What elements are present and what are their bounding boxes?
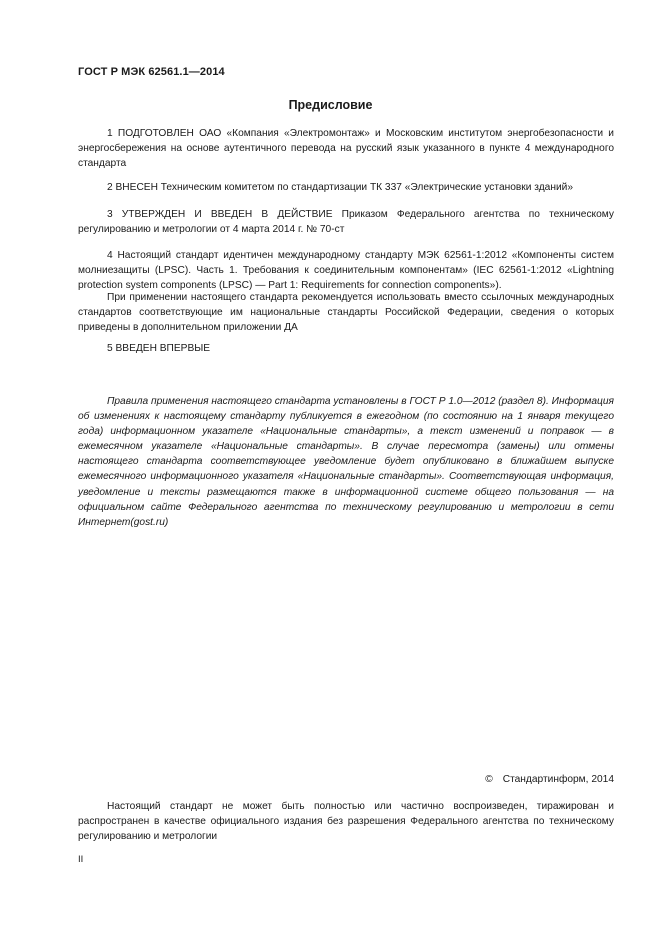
paragraph-item-1 [78,126,614,171]
reproduction-note-text: Настоящий стандарт не может быть полностью или частично воспроизведен, тиражирован и распространен в качестве официального издания без разрешения Федерального агентства по техническому регулированию и метрологии [78,801,614,843]
paragraph-item-5 [78,341,614,356]
paragraph-item-3 [78,207,614,237]
paragraph-item-4-text: 4 Настоящий стандарт идентичен международному стандарту МЭК 62561-1:2012 «Компоненты систем молниезащиты (LPSC). Часть 1. Требования к соединительным компонентам» (IEC 62561-1:2012 «Lightning protection system components (LPSC) — Part 1: Requirements for connection components»). [78,250,614,292]
usage-notice [78,394,614,530]
section-title: Предисловие [288,98,373,112]
paragraph-item-4-continuation [78,290,614,335]
paragraph-item-2-text: 2 ВНЕСЕН Техническим комитетом по стандартизации ТК 337 «Электрические установки зданий» [107,182,574,193]
page-number: II [78,854,84,865]
copyright-symbol: © [485,774,493,785]
paragraph-item-5-text: 5 ВВЕДЕН ВПЕРВЫЕ [107,343,211,354]
document-code-header: ГОСТ Р МЭК 62561.1—2014 [78,66,225,78]
copyright-line [485,774,614,785]
usage-notice-text: Правила применения настоящего стандарта установлены в ГОСТ Р 1.0—2012 (раздел 8). Информация об изменениях к настоящему стандарту публикуется в ежегодном (по состоянию на 1 января текущего года) информационном указателе «Национальные стандарты», а текст изменений и поправок — в ежемесячном указателе «Национальные стандарты». В случае пересмотра (замены) или отмены настоящего стандарта соответствующее уведомление будет опубликовано в ближайшем выпуске ежемесячного информационного указателя «Национальные стандарты». Соответствующая информация, уведомление и тексты размещаются также в информационной системе общего пользования — на официальном сайте Федерального агентства по техническому регулированию и метрологии в сети Интернет(gost.ru) [78,396,614,528]
paragraph-item-4 [78,248,614,293]
paragraph-item-4b-text: При применении настоящего стандарта рекомендуется использовать вместо ссылочных международных стандартов соответствующие им национальные стандарты Российской Федерации, сведения о которых приведены в дополнительном приложении ДА [78,292,614,334]
paragraph-item-1-text: 1 ПОДГОТОВЛЕН ОАО «Компания «Электромонтаж» и Московским институтом энергобезопасности и энергосбережения на основе аутентичного перевода на русский язык указанного в пункте 4 международного стандарта [78,128,614,170]
paragraph-item-2 [78,180,614,195]
copyright-text: Стандартинформ, 2014 [502,774,614,785]
reproduction-note [78,799,614,844]
paragraph-item-3-text: 3 УТВЕРЖДЕН И ВВЕДЕН В ДЕЙСТВИЕ Приказом Федерального агентства по техническому регулированию и метрологии от 4 марта 2014 г. № 70-ст [78,209,614,236]
